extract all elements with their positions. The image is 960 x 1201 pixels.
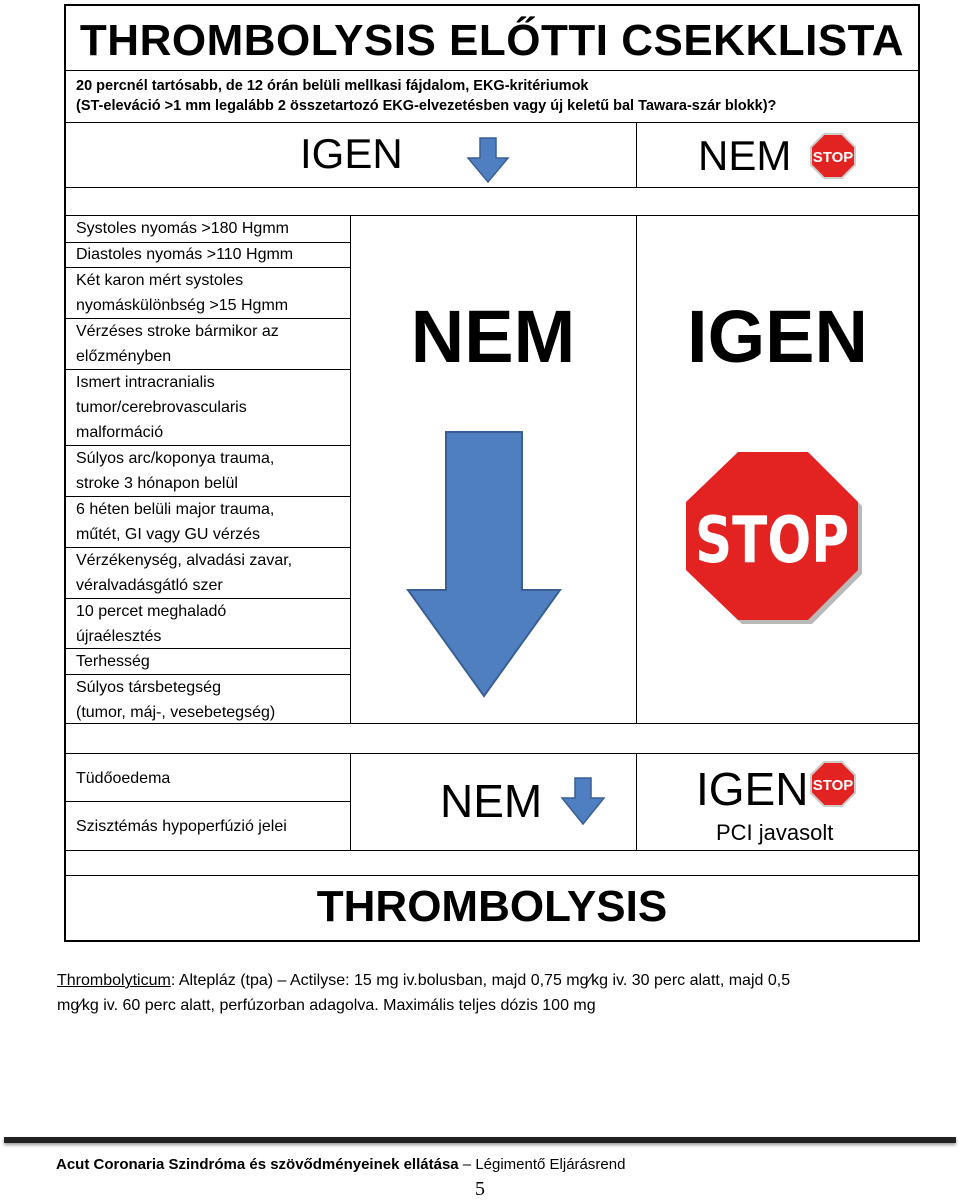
divider: [350, 215, 351, 723]
criteria-line-2: (ST-eleváció >1 mm legalább 2 összetartozó EKG-elvezetésben vagy új keletű bal Tawara-szár blokk)?: [76, 98, 777, 114]
stop-sign-label: STOP: [695, 504, 849, 578]
row3-yes-label: IGEN: [696, 763, 809, 815]
page-footer: [56, 1156, 625, 1173]
contra-item: (tumor, máj-, vesebetegség): [76, 704, 276, 721]
row2-no-label: NEM: [410, 295, 576, 378]
contra-item: tumor/cerebrovascularis: [76, 399, 247, 416]
divider: [66, 753, 918, 754]
contra-item: Vérzéses stroke bármikor az: [76, 323, 279, 340]
contra-item: véralvadásgátló szer: [76, 577, 223, 594]
divider: [636, 215, 637, 723]
divider: [636, 753, 637, 850]
contra-item: stroke 3 hónapon belül: [76, 475, 238, 492]
row3-item-edema: Tüdőoedema: [76, 770, 171, 787]
arrow-down-icon: [404, 430, 564, 700]
divider: [350, 753, 351, 850]
divider: [66, 850, 918, 851]
divider: [66, 875, 918, 876]
contra-item: újraélesztés: [76, 628, 162, 645]
divider: [66, 122, 918, 123]
footer-separator: [4, 1137, 956, 1143]
stop-sign-icon: [809, 760, 857, 808]
divider: [636, 122, 637, 187]
criteria-line-1: 20 percnél tartósabb, de 12 órán belüli mellkasi fájdalom, EKG-kritériumok: [76, 78, 589, 94]
thrombolyticum-note: [57, 968, 937, 1018]
arrow-down-icon: [466, 136, 510, 184]
contra-item: Diastoles nyomás >110 Hgmm: [76, 246, 294, 263]
thrombolyticum-text-2: mg⁄kg iv. 60 perc alatt, perfúzorban adagolva. Maximális teljes dózis 100 mg: [57, 997, 596, 1014]
page-number: 5: [475, 1178, 485, 1200]
criteria-text: [76, 76, 776, 116]
contra-item: Terhesség: [76, 653, 150, 670]
divider: [66, 723, 918, 724]
row3-no-label: NEM: [440, 775, 543, 827]
contra-item: 10 percet meghaladó: [76, 603, 227, 620]
arrow-down-icon: [560, 776, 606, 826]
contra-item: Két karon mért systoles: [76, 272, 244, 289]
contra-item: Súlyos arc/koponya trauma,: [76, 450, 275, 467]
checklist-frame: [64, 4, 920, 942]
row1-no-label: NEM: [698, 132, 792, 179]
thrombolyticum-text-1: : Altepláz (tpa) – Actilyse: 15 mg iv.bolusban, majd 0,75 mg⁄kg iv. 30 perc alatt, majd 0,5: [170, 972, 791, 989]
contra-item: malformáció: [76, 424, 164, 441]
contra-item: műtét, GI vagy GU vérzés: [76, 526, 261, 543]
page-title: THROMBOLYSIS ELŐTTI CSEKKLISTA: [79, 16, 905, 65]
contra-item: 6 héten belüli major trauma,: [76, 501, 275, 518]
stop-sign-label: STOP: [812, 777, 854, 794]
row1-yes-label: IGEN: [300, 130, 403, 177]
contra-item: Súlyos társbetegség: [76, 679, 221, 696]
footer-subtitle: – Légimentő Eljárásrend: [458, 1156, 626, 1173]
stop-sign-label: STOP: [812, 149, 854, 166]
contra-item: Ismert intracranialis: [76, 374, 215, 391]
row3-item-hypoperfusion: Szisztémás hypoperfúzió jelei: [76, 818, 287, 835]
contra-item: Systoles nyomás >180 Hgmm: [76, 220, 289, 237]
contra-item: előzményben: [76, 348, 172, 365]
contra-item: nyomáskülönbség >15 Hgmm: [76, 297, 289, 314]
divider: [66, 70, 918, 71]
stop-sign-icon: [809, 132, 857, 180]
thrombolyticum-label: Thrombolyticum: [57, 972, 171, 989]
result-label: THROMBOLYSIS: [316, 882, 668, 931]
row2-yes-label: IGEN: [687, 295, 868, 378]
divider: [66, 801, 350, 802]
pci-recommended-label: PCI javasolt: [716, 820, 834, 845]
contra-item: Vérzékenység, alvadási zavar,: [76, 552, 293, 569]
footer-title: Acut Coronaria Szindróma és szövődményeinek ellátása: [56, 1156, 459, 1173]
divider: [66, 187, 918, 188]
stop-sign-icon: [682, 450, 868, 630]
